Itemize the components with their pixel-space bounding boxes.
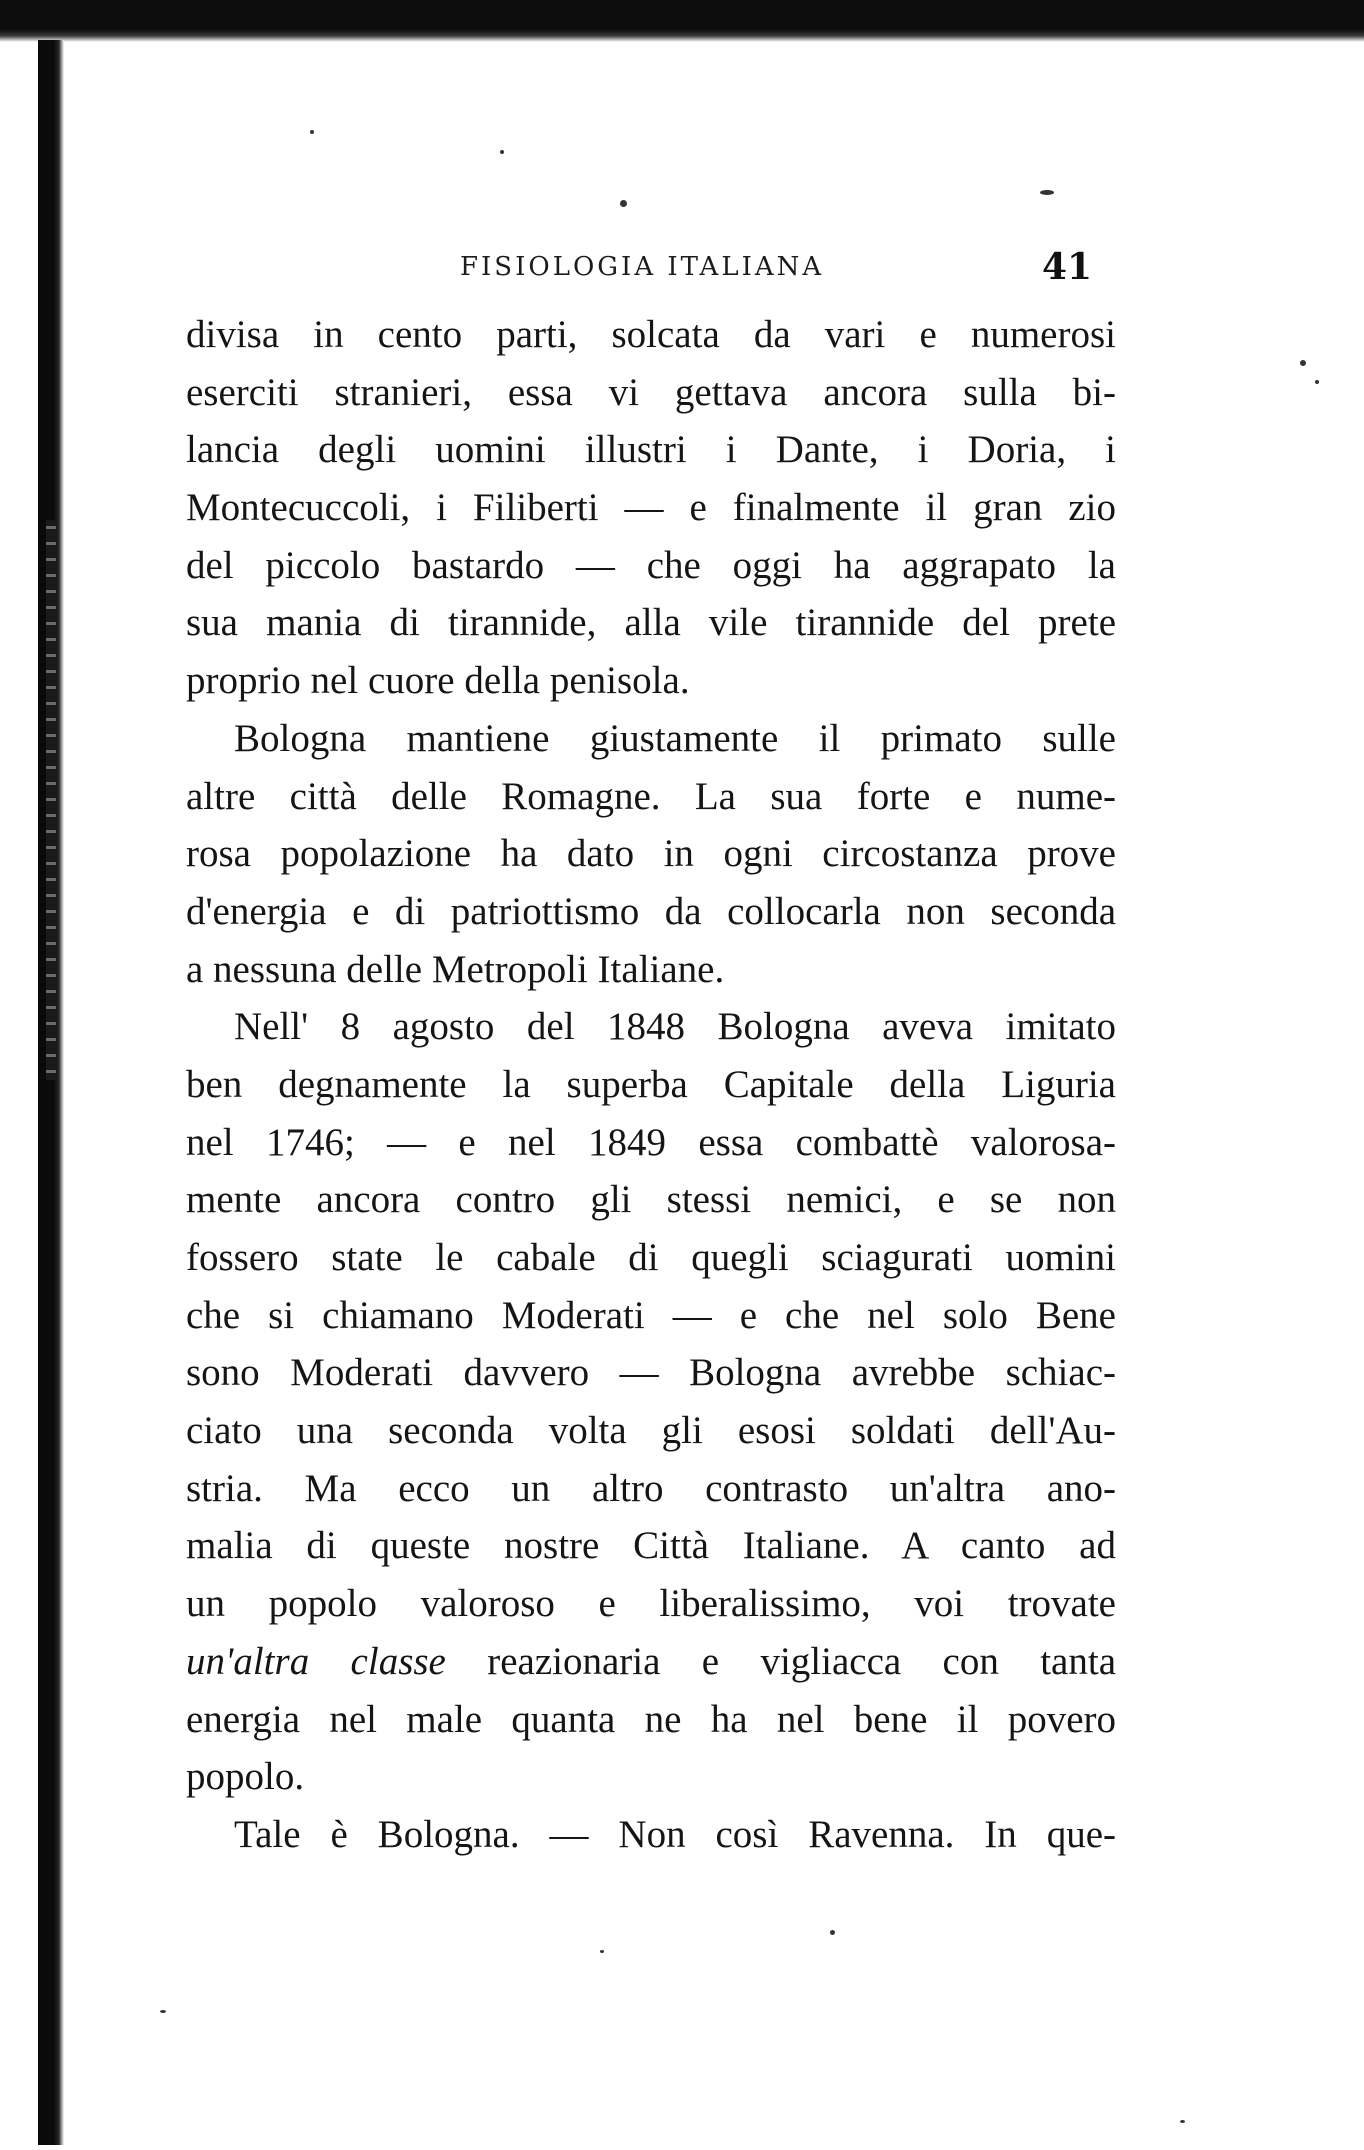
scan-speck [1040,190,1054,195]
scan-speck [1300,360,1306,366]
scan-binding-edge [38,40,64,2145]
text-line-mixed [186,1633,1116,1691]
text-line: Tale è Bologna. — Non così Ravenna. In que- [234,1812,1116,1856]
text-line: stria. Ma ecco un altro contrasto un'altra ano- [186,1466,1116,1510]
scan-speck [620,200,627,207]
running-title: FISIOLOGIA ITALIANA [460,252,825,282]
text-line: lancia degli uomini illustri i Dante, i Doria, i [186,428,1116,472]
scan-speck [600,1950,604,1953]
scan-top-edge [0,0,1364,42]
text-line: fossero state le cabale di quegli sciagurati uomini [186,1236,1116,1279]
page-number: 41 [1042,246,1093,288]
text-line: un popolo valoroso e liberalissimo, voi trovate [186,1582,1116,1626]
scan-speck [1315,380,1319,384]
text-line: ciato una seconda volta gli esosi soldati dell'Au- [186,1409,1116,1453]
running-head [180,246,1120,296]
scan-speck [310,130,314,134]
italic-phrase: un'altra classe [186,1639,446,1683]
text-line: d'energia e di patriottismo da collocarla non seconda [186,889,1116,933]
text-line: Nell' 8 agosto del 1848 Bologna aveva imitato [234,1005,1116,1049]
scan-binding-texture [46,520,56,1080]
scan-speck [830,1930,835,1935]
text-line: divisa in cento parti, solcata da vari e numerosi [186,313,1116,356]
text-line: ben degnamente la superba Capitale della Liguria [186,1062,1116,1106]
text-line: nel 1746; — e nel 1849 essa combattè valorosa- [186,1120,1116,1164]
scan-speck [1180,2120,1185,2123]
text-line: popolo. [186,1755,305,1799]
text-line: sono Moderati davvero — Bologna avrebbe schiac- [186,1351,1116,1395]
text-line: Bologna mantiene giustamente il primato sulle [234,716,1116,760]
text-line: energia nel male quanta ne ha nel bene il povero [186,1697,1116,1741]
text-line: che si chiamano Moderati — e che nel solo Bene [186,1293,1116,1337]
body-text [186,306,1116,1864]
text-line: sua mania di tirannide, alla vile tirannide del prete [186,601,1116,645]
scan-speck [500,150,504,154]
text-line: del piccolo bastardo — che oggi ha aggrapato la [186,543,1116,587]
text-line: proprio nel cuore della penisola. [186,659,690,703]
text-line: malia di queste nostre Città Italiane. A canto ad [186,1524,1116,1568]
text-line: a nessuna delle Metropoli Italiane. [186,947,725,991]
text-line: mente ancora contro gli stessi nemici, e se non [186,1178,1116,1222]
text-line-rest: reazionaria e vigliacca con tanta [487,1639,1116,1683]
text-line: Montecuccoli, i Filiberti — e finalmente il gran zio [186,486,1116,530]
text-line: altre città delle Romagne. La sua forte e nume- [186,774,1116,818]
text-line: rosa popolazione ha dato in ogni circostanza prove [186,832,1116,876]
text-line: eserciti stranieri, essa vi gettava ancora sulla bi- [186,370,1116,414]
scan-speck [160,2010,166,2013]
